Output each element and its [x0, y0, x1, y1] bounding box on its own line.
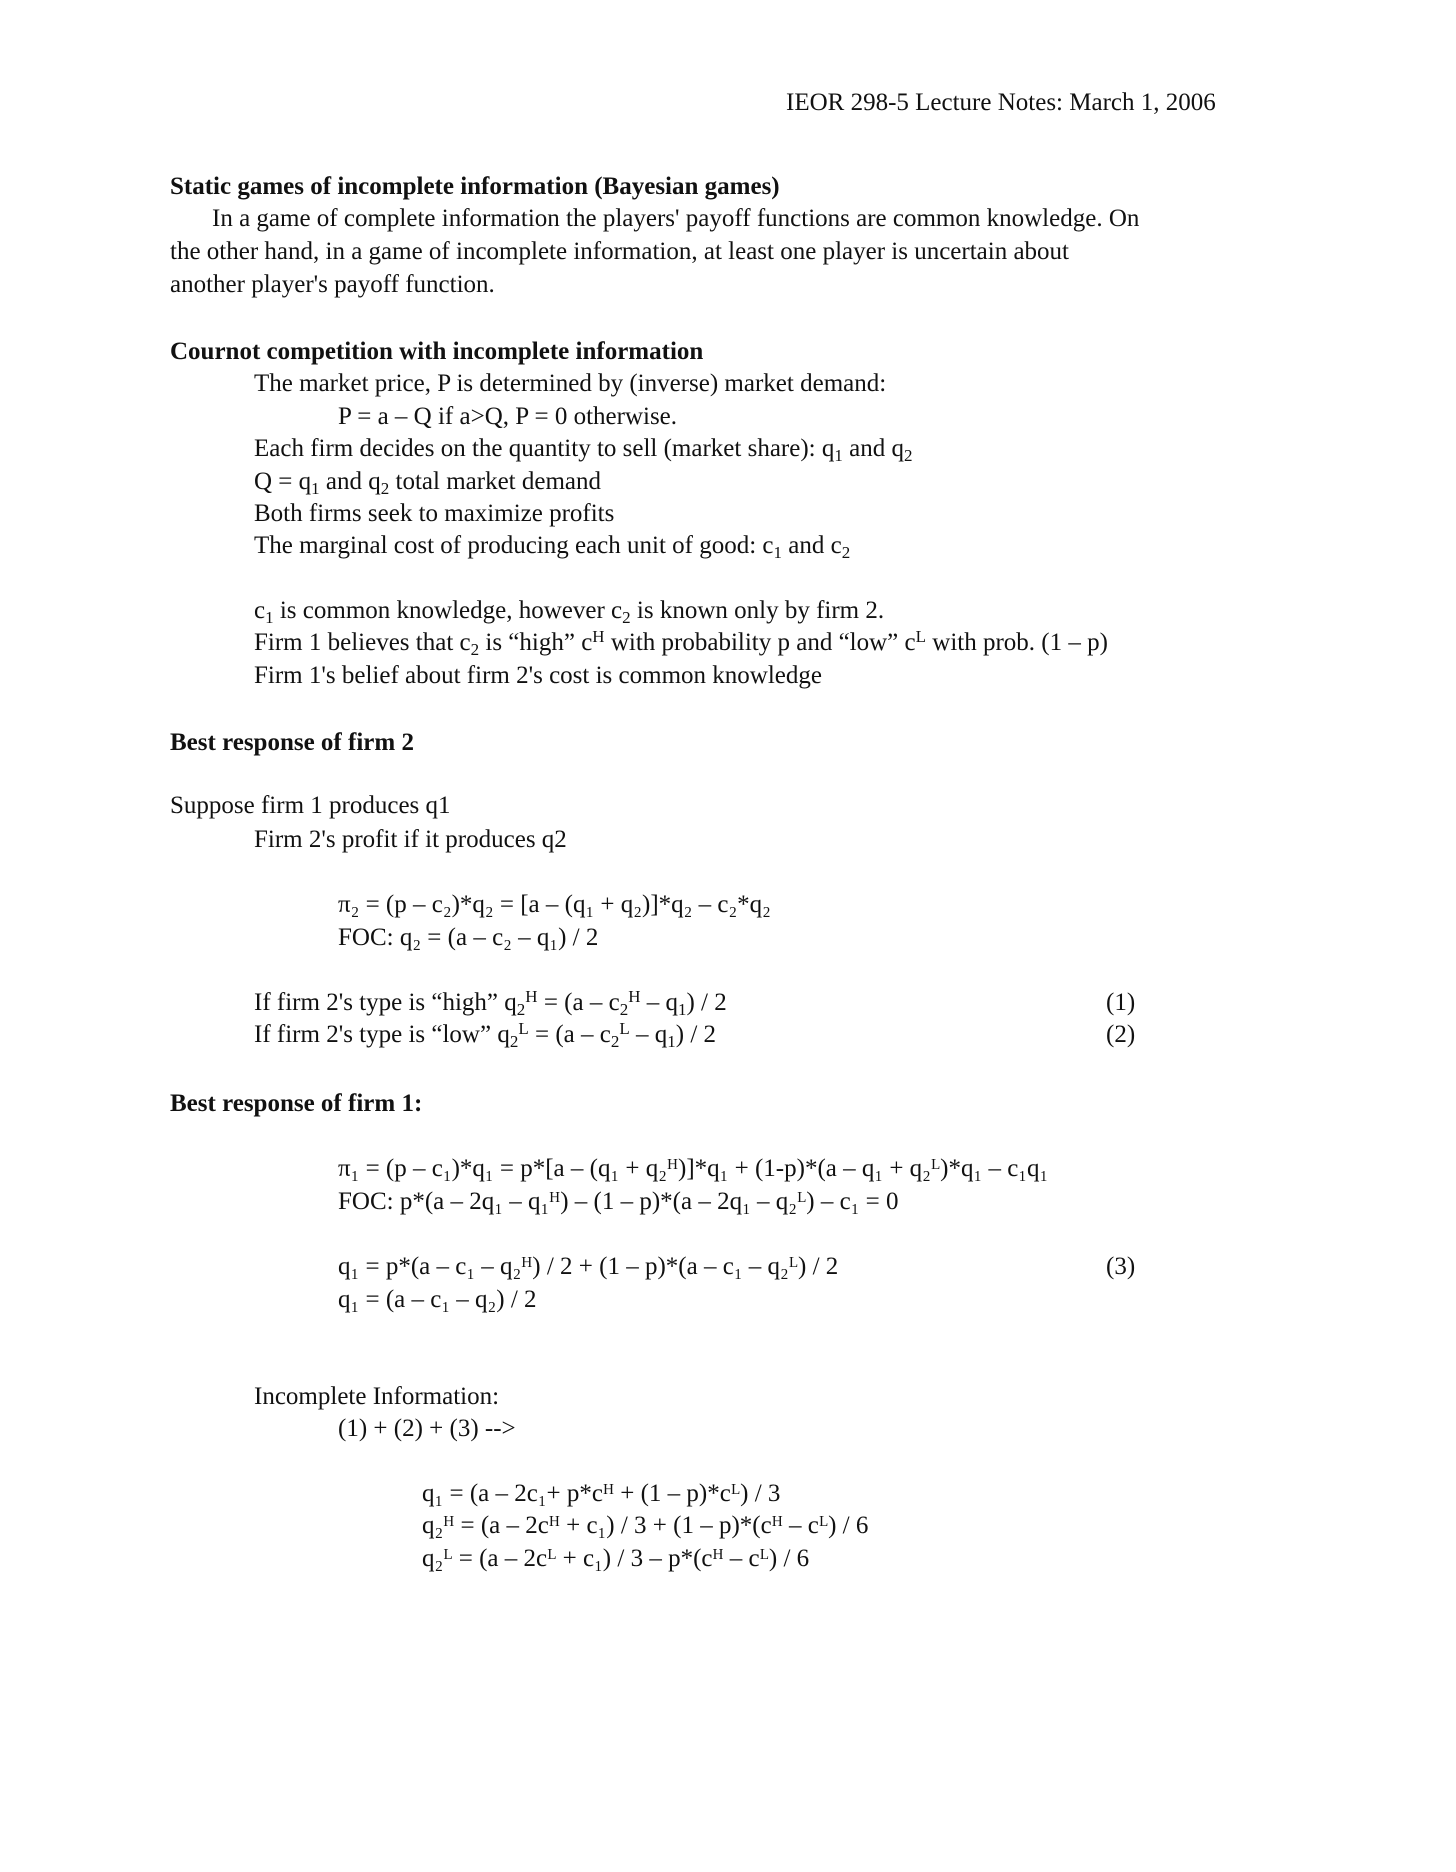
- firm1-belief-line: Firm 1 believes that $c_2$ is “high” $c^H$ with probability p and “low” $c^L$ with prob. (1 – p): [254, 626, 1108, 659]
- combine-equations-line: (1) + (2) + (3) -->: [338, 1415, 516, 1442]
- paragraph-line-1: In a game of complete information the players' payoff functions are common knowledge. On: [212, 205, 1140, 232]
- result-q2-high-equation: q₂ᴴ = (a – 2cᴴ + c₁) / 3 + (1 – p)*(cᴴ – cᴸ) / 6: [422, 1512, 869, 1539]
- section-heading-cournot: Cournot competition with incomplete information: [170, 338, 704, 365]
- inverse-demand-equation: P = a – Q if a>Q, P = 0 otherwise.: [338, 403, 678, 430]
- firm2-profit-line: Firm 2's profit if it produces q2: [254, 826, 567, 853]
- equation-number-1: (1): [1106, 989, 1136, 1016]
- paragraph-line-2: the other hand, in a game of incomplete information, at least one player is uncertain about: [170, 238, 1069, 265]
- firm1-best-response-equation: q₁ = p*(a – c₁ – q₂ᴴ) / 2 + (1 – p)*(a – c₁ – q₂ᴸ) / 2: [338, 1253, 839, 1280]
- suppose-line: Suppose firm 1 produces q1: [170, 792, 451, 819]
- market-price-line: The market price, P is determined by (inverse) market demand:: [254, 370, 887, 397]
- firm1-profit-equation: π₁ = (p – c₁)*q₁ = p*[a – (q₁ + q₂ᴴ)]*q₁ + (1-p)*(a – q₁ + q₂ᴸ)*q₁ – c₁q₁: [338, 1155, 1049, 1182]
- quantity-decision-line: Each firm decides on the quantity to sell (market share): $q_1$ and $q_2$: [254, 435, 913, 465]
- high-type-equation: If firm 2's type is “high” $q_2^H = (a - c_2^H - q_1) / 2$: [254, 986, 727, 1019]
- firm2-profit-equation: π₂ = (p – c₂)*q₂ = [a – (q₁ + q₂)]*q₂ – c₂*q₂: [338, 891, 771, 918]
- firm1-complete-info-equation: q₁ = (a – c₁ – q₂) / 2: [338, 1286, 537, 1313]
- section-heading-best-response-firm2: Best response of firm 2: [170, 729, 414, 756]
- equation-number-2: (2): [1106, 1021, 1136, 1048]
- firm2-foc-equation: FOC: q₂ = (a – c₂ – q₁) / 2: [338, 924, 599, 951]
- section-heading-bayesian-games: Static games of incomplete information (Bayesian games): [170, 173, 780, 200]
- result-q1-equation: q₁ = (a – 2c₁+ p*cᴴ + (1 – p)*cᴸ) / 3: [422, 1480, 781, 1507]
- section-heading-best-response-firm1: Best response of firm 1:: [170, 1090, 423, 1117]
- result-q2-low-equation: q₂ᴸ = (a – 2cᴸ + c₁) / 3 – p*(cᴴ – cᴸ) / 6: [422, 1545, 810, 1572]
- page-header: IEOR 298-5 Lecture Notes: March 1, 2006: [786, 89, 1216, 116]
- belief-common-knowledge-line: Firm 1's belief about firm 2's cost is common knowledge: [254, 662, 822, 689]
- maximize-profits-line: Both firms seek to maximize profits: [254, 500, 615, 527]
- firm1-foc-equation: FOC: p*(a – 2q₁ – q₁ᴴ) – (1 – p)*(a – 2q₁ – q₂ᴸ) – c₁ = 0: [338, 1188, 899, 1215]
- total-demand-line: $Q = q_1$ and $q_2$ total market demand: [254, 468, 601, 498]
- low-type-equation: If firm 2's type is “low” $q_2^L = (a - c_2^L - q_1) / 2$: [254, 1018, 717, 1051]
- equation-number-3: (3): [1106, 1253, 1136, 1280]
- common-knowledge-line: $c_1$ is common knowledge, however $c_2$ is known only by firm 2.: [254, 597, 885, 627]
- marginal-cost-line: The marginal cost of producing each unit of good: $c_1$ and $c_2$: [254, 532, 851, 562]
- paragraph-line-3: another player's payoff function.: [170, 271, 495, 298]
- incomplete-information-label: Incomplete Information:: [254, 1383, 500, 1410]
